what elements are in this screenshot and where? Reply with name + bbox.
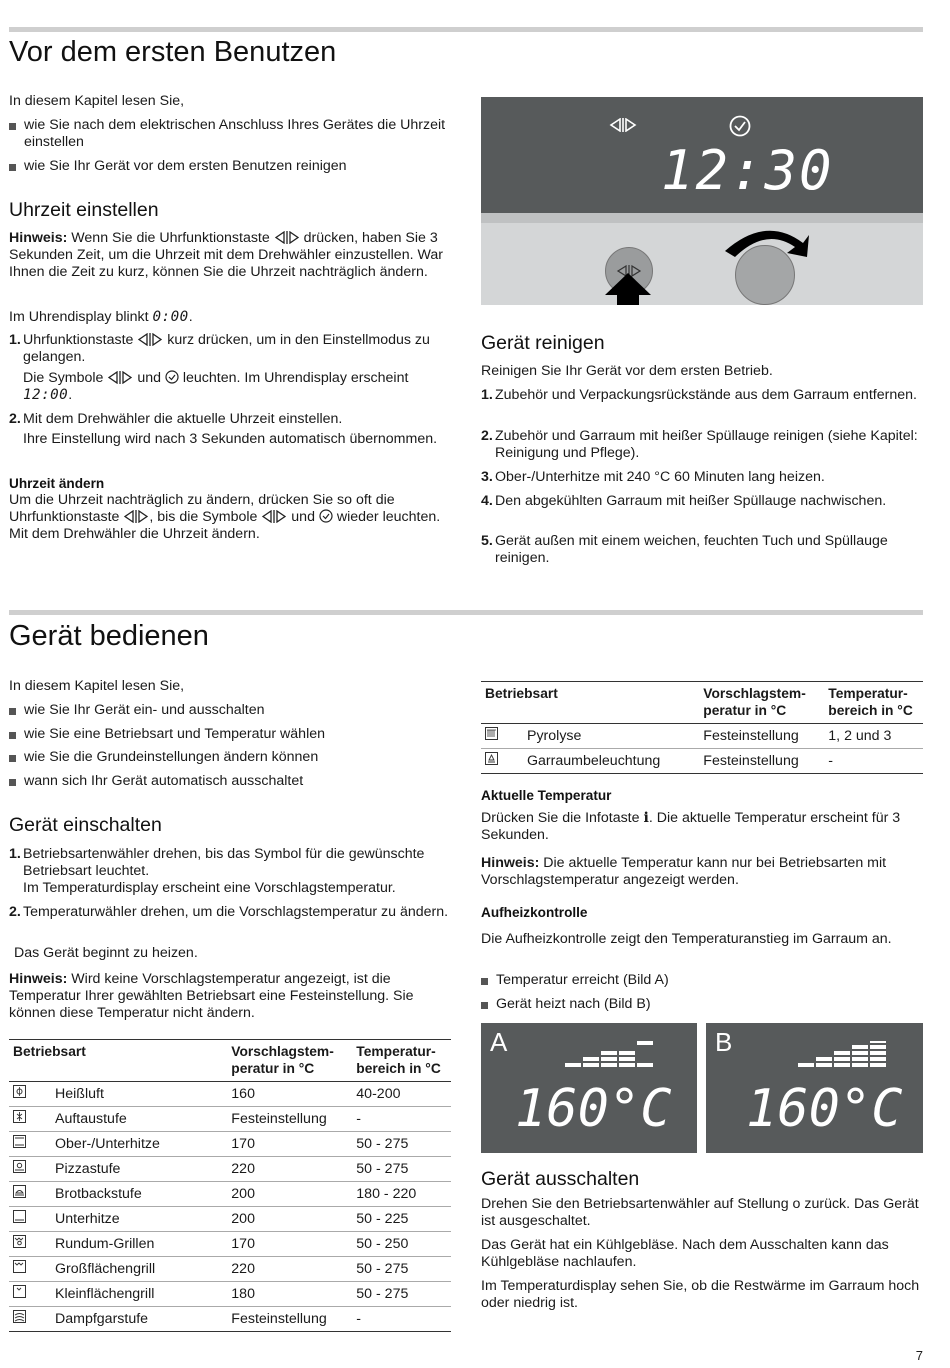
reinigen-intro: Reinigen Sie Ihr Gerät vor dem ersten Betrieb. (481, 363, 773, 379)
cell-vorschlagstemperatur: 220 (227, 1157, 352, 1182)
cell-temperaturbereich: 40-200 (352, 1082, 451, 1107)
aktuelle-text: Drücken Sie die Infotaste i. Die aktuelle Temperatur erscheint für 3 Sekunden. (481, 810, 901, 843)
display-label-b: B (715, 1027, 733, 1057)
blink-value: 0:00 (152, 309, 189, 325)
table-row (481, 749, 923, 774)
reinigen-step: 3. Ober-/Unterhitze mit 240 °C 60 Minuten lang heizen. (481, 469, 825, 485)
cell-temperaturbereich: 50 - 275 (352, 1132, 451, 1157)
dampfgarstufe-icon (9, 1307, 31, 1332)
section-title-geraet-bedienen: Gerät bedienen (9, 620, 209, 652)
cell-temperaturbereich: - (352, 1307, 451, 1332)
uhrzeit-hint: Hinweis: Wenn Sie die Uhrfunktionstaste drücken, haben Sie 3 Sekunden Zeit, um die Uhrzeit mit dem Drehwähler einzustellen. War Ihnen die Zeit zu kurz, können Sie die Uhrzeit nachträglich ändern. (9, 230, 443, 280)
ober-unterhitze-icon (9, 1132, 31, 1157)
cell-vorschlagstemperatur: 200 (227, 1182, 352, 1207)
table-row (9, 1282, 451, 1307)
uhrzeit-step-1-sub: Die Symbole und leuchten. Im Uhrendisplay erscheint 12:00. (23, 370, 409, 403)
table-row (9, 1307, 451, 1332)
cell-betriebsart: Brotbackstufe (31, 1182, 227, 1207)
clock-function-key-icon (274, 231, 300, 244)
cell-betriebsart: Ober-/Unterhitze (31, 1132, 227, 1157)
cell-vorschlagstemperatur: 170 (227, 1132, 352, 1157)
display-temperature-b: 160°C (746, 1079, 903, 1139)
cell-vorschlagstemperatur: Festeinstellung (227, 1307, 352, 1332)
cell-betriebsart: Unterhitze (31, 1207, 227, 1232)
heading-geraet-reinigen: Gerät reinigen (481, 332, 605, 354)
section-rule-top (9, 27, 923, 32)
table-row (481, 724, 923, 749)
section2-bullet: wie Sie eine Betriebsart und Temperatur wählen (9, 726, 325, 743)
aufheiz-bullet: Temperatur erreicht (Bild A) (481, 972, 669, 989)
section2-bullet: wie Sie die Grundeinstellungen ändern können (9, 749, 318, 766)
cell-temperaturbereich: 50 - 225 (352, 1207, 451, 1232)
cell-temperaturbereich: 50 - 275 (352, 1282, 451, 1307)
reinigen-step: 2. Zubehör und Garraum mit heißer Spüllauge reinigen (siehe Kapitel: Reinigung und Pflege). (481, 428, 918, 461)
section1-bullet: wie Sie Ihr Gerät vor dem ersten Benutzen reinigen (9, 158, 449, 175)
clock-display-illustration (481, 97, 923, 305)
table-row (9, 1157, 451, 1182)
clock-function-key-icon (137, 333, 163, 346)
reinigen-step: 1. Zubehör und Verpackungsrückstände aus dem Garraum entfernen. (481, 387, 917, 403)
col-header-betriebsart: Betriebsart (481, 682, 699, 724)
heading-geraet-ausschalten: Gerät ausschalten (481, 1168, 640, 1190)
grossflaechengrill-icon (9, 1257, 31, 1282)
heatup-display-b (706, 1023, 923, 1153)
table-row (9, 1257, 451, 1282)
cell-betriebsart: Dampfgarstufe (31, 1307, 227, 1332)
heatup-bars-icon (565, 1041, 669, 1071)
cell-temperaturbereich: 180 - 220 (352, 1182, 451, 1207)
betriebsart-table (9, 1039, 451, 1332)
table-row (9, 1182, 451, 1207)
cell-vorschlagstemperatur: Festeinstellung (227, 1107, 352, 1132)
page-number: 7 (915, 1348, 923, 1363)
cell-betriebsart: Pyrolyse (503, 724, 699, 749)
section-title-vor-dem-ersten-benutzen: Vor dem ersten Benutzen (9, 36, 337, 68)
uhrzeit-step-2: 2. Mit dem Drehwähler die aktuelle Uhrzeit einstellen. (9, 411, 343, 427)
einschalten-heats: Das Gerät beginnt zu heizen. (14, 945, 198, 961)
reinigen-step: 5. Gerät außen mit einem weichen, feuchten Tuch und Spüllauge reinigen. (481, 533, 888, 566)
uhrzeit-step-2-sub: Ihre Einstellung wird nach 3 Sekunden automatisch übernommen. (23, 431, 438, 447)
ausschalten-p3: Im Temperaturdisplay sehen Sie, ob die Restwärme im Garraum hoch oder niedrig ist. (481, 1278, 920, 1311)
col-header-temperaturbereich: Temperatur- bereich in °C (352, 1040, 451, 1082)
cell-betriebsart: Pizzastufe (31, 1157, 227, 1182)
clock-display-panel (481, 97, 923, 213)
cell-betriebsart: Großflächengrill (31, 1257, 227, 1282)
table-row (9, 1207, 451, 1232)
clock-icon (319, 509, 333, 523)
section2-bullet: wie Sie Ihr Gerät ein- und ausschalten (9, 702, 265, 719)
cell-betriebsart: Auftaustufe (31, 1107, 227, 1132)
cell-betriebsart: Rundum-Grillen (31, 1232, 227, 1257)
pizzastufe-icon (9, 1157, 31, 1182)
cell-temperaturbereich: 50 - 250 (352, 1232, 451, 1257)
col-header-temperaturbereich: Temperatur- bereich in °C (824, 682, 923, 724)
brotbackstufe-icon (9, 1182, 31, 1207)
cell-vorschlagstemperatur: 160 (227, 1082, 352, 1107)
section2-bullet: wann sich Ihr Gerät automatisch ausschaltet (9, 773, 303, 790)
heading-uhrzeit-einstellen: Uhrzeit einstellen (9, 199, 159, 221)
einschalten-hint: Hinweis: Wird keine Vorschlagstemperatur angezeigt, ist die Temperatur Ihrer gewählten Betriebsart eine Festeinstellung. Sie können diese Temperatur nicht ändern. (9, 971, 414, 1021)
auftaustufe-icon (9, 1107, 31, 1132)
betriebsart-table-2 (481, 681, 923, 774)
cell-vorschlagstemperatur: 200 (227, 1207, 352, 1232)
cell-vorschlagstemperatur: Festeinstellung (699, 724, 824, 749)
cell-temperaturbereich: 50 - 275 (352, 1157, 451, 1182)
table-row (9, 1132, 451, 1157)
aufheiz-bullet: Gerät heizt nach (Bild B) (481, 996, 651, 1013)
cell-temperaturbereich: - (352, 1107, 451, 1132)
cell-temperaturbereich: - (824, 749, 923, 774)
clock-time: 12:30 (661, 139, 834, 202)
clock-icon (729, 115, 751, 137)
cell-betriebsart: Kleinflächengrill (31, 1282, 227, 1307)
ausschalten-p1: Drehen Sie den Betriebsartenwähler auf Stellung o zurück. Das Gerät ist ausgeschaltet. (481, 1196, 919, 1229)
uhrzeit-step-1: 1. Uhrfunktionstaste kurz drücken, um in den Einstellmodus zu gelangen. (9, 332, 430, 365)
clock-function-key-icon (261, 510, 287, 523)
heading-aktuelle-temperatur: Aktuelle Temperatur (481, 788, 612, 803)
heading-uhrzeit-aendern: Uhrzeit ändern (9, 476, 105, 491)
cell-vorschlagstemperatur: Festeinstellung (699, 749, 824, 774)
einschalten-step-2: 2. Temperaturwähler drehen, um die Vorschlagstemperatur zu ändern. (9, 904, 449, 920)
cell-vorschlagstemperatur: 180 (227, 1282, 352, 1307)
ausschalten-p2: Das Gerät hat ein Kühlgebläse. Nach dem Ausschalten kann das Kühlgebläse nachlaufen. (481, 1237, 889, 1270)
kleinflaechengrill-icon (9, 1282, 31, 1307)
uhrzeit-aendern-text: Um die Uhrzeit nachträglich zu ändern, drücken Sie so oft die Uhrfunktionstaste , bis die Symbole und wieder leuchten. Mit dem Drehwähler die Uhrzeit ändern. (9, 492, 441, 542)
cell-vorschlagstemperatur: 170 (227, 1232, 352, 1257)
heatup-bars-icon (798, 1041, 902, 1071)
clock-display-strip (481, 213, 923, 223)
col-header-vorschlagstemperatur: Vorschlagstem- peratur in °C (699, 682, 824, 724)
clock-function-key-icon (123, 510, 149, 523)
unterhitze-icon (9, 1207, 31, 1232)
section2-intro: In diesem Kapitel lesen Sie, (9, 678, 185, 694)
cell-temperaturbereich: 1, 2 und 3 (824, 724, 923, 749)
heissluft-icon (9, 1082, 31, 1107)
cell-temperaturbereich: 50 - 275 (352, 1257, 451, 1282)
aufheiz-text: Die Aufheizkontrolle zeigt den Temperaturanstieg im Garraum an. (481, 931, 892, 947)
reinigen-step: 4. Den abgekühlten Garraum mit heißer Spüllauge nachwischen. (481, 493, 887, 509)
press-arrow-icon (603, 273, 653, 305)
rundum-grillen-icon (9, 1232, 31, 1257)
garraumbeleuchtung-icon (481, 749, 503, 774)
table-row (9, 1082, 451, 1107)
heading-aufheizkontrolle: Aufheizkontrolle (481, 905, 588, 920)
cell-betriebsart: Heißluft (31, 1082, 227, 1107)
col-header-betriebsart: Betriebsart (9, 1040, 227, 1082)
table-row (9, 1107, 451, 1132)
einschalten-step-1: 1. Betriebsartenwähler drehen, bis das Symbol für die gewünschte Betriebsart leuchtet. Im Temperaturdisplay erscheint eine Vorschlagstemperatur. (9, 846, 425, 896)
cell-betriebsart: Garraumbeleuchtung (503, 749, 699, 774)
section-rule (9, 610, 923, 615)
pyrolyse-icon (481, 724, 503, 749)
section1-intro: In diesem Kapitel lesen Sie, (9, 93, 185, 109)
table-row (9, 1232, 451, 1257)
rotate-arrow-icon (721, 221, 811, 261)
info-key-icon: i (643, 810, 649, 826)
col-header-vorschlagstemperatur: Vorschlagstem- peratur in °C (227, 1040, 352, 1082)
cell-vorschlagstemperatur: 220 (227, 1257, 352, 1282)
heading-geraet-einschalten: Gerät einschalten (9, 814, 162, 836)
clock-icon (165, 370, 179, 384)
clock-function-key-icon (107, 371, 133, 384)
display-label-a: A (490, 1027, 508, 1057)
heatup-display-a (481, 1023, 697, 1153)
uhrzeit-blink: Im Uhrendisplay blinkt 0:00. (9, 309, 193, 325)
display-temperature-a: 160°C (515, 1079, 672, 1139)
aktuelle-hint: Hinweis: Die aktuelle Temperatur kann nur bei Betriebsarten mit Vorschlagstemperatur angezeigt werden. (481, 855, 887, 888)
clock-function-key-icon (609, 118, 637, 132)
section1-bullet: wie Sie nach dem elektrischen Anschluss Ihres Gerätes die Uhrzeit einstellen (9, 117, 449, 151)
